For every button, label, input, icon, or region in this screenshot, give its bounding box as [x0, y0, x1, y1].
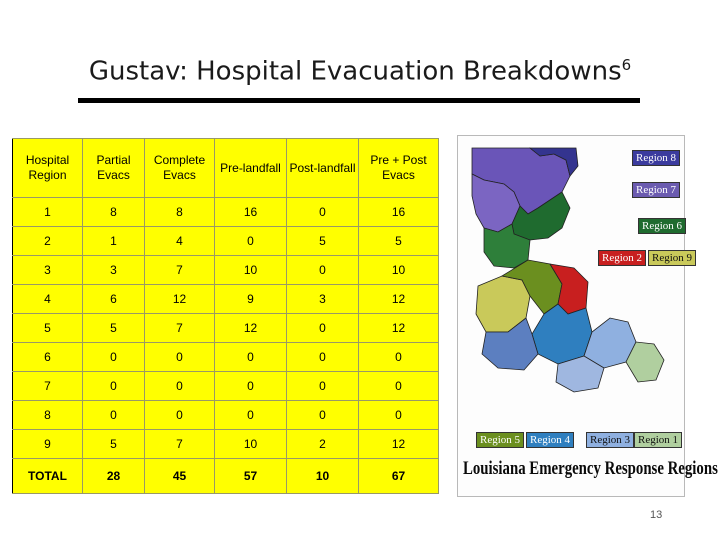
slide-title-text: Gustav: Hospital Evacuation Breakdowns [88, 56, 622, 87]
map-region-label: Region 3 [586, 432, 634, 448]
table-cell: 8 [145, 198, 215, 227]
table-cell: 0 [359, 372, 439, 401]
table-cell: 0 [215, 343, 287, 372]
map-region-label: Region 9 [648, 250, 696, 266]
map-region-label: Region 4 [526, 432, 574, 448]
table-cell: 12 [359, 314, 439, 343]
table-cell: 2 [13, 227, 83, 256]
table-row [13, 372, 439, 401]
table-cell: 3 [287, 285, 359, 314]
map-region-label: Region 1 [634, 432, 682, 448]
table-row [13, 198, 439, 227]
table-cell: 12 [359, 430, 439, 459]
table-cell: 0 [145, 343, 215, 372]
louisiana-region-map [457, 135, 718, 497]
table-cell: 12 [359, 285, 439, 314]
table-cell: 1 [13, 198, 83, 227]
table-cell: 3 [13, 256, 83, 285]
table-cell: 0 [215, 372, 287, 401]
total-cell: 57 [215, 459, 287, 494]
total-cell: 67 [359, 459, 439, 494]
table-cell: 16 [359, 198, 439, 227]
table-row [13, 401, 439, 430]
evacuation-table [12, 138, 439, 494]
table-cell: 5 [359, 227, 439, 256]
table-body [13, 198, 439, 494]
table-cell: 5 [13, 314, 83, 343]
total-cell: TOTAL [13, 459, 83, 494]
page-number: 13 [650, 509, 663, 521]
table-cell: 0 [83, 401, 145, 430]
table-cell: 0 [145, 372, 215, 401]
map-region-label: Region 2 [598, 250, 646, 266]
table-cell: 4 [145, 227, 215, 256]
map-caption: Louisiana Emergency Response Regions [463, 458, 718, 479]
table-header-row [13, 139, 439, 198]
table-cell: 0 [287, 343, 359, 372]
col-header-partial: Partial Evacs [83, 139, 145, 198]
table-cell: 9 [13, 430, 83, 459]
table-cell: 0 [287, 401, 359, 430]
table-cell: 5 [83, 314, 145, 343]
table-cell: 9 [215, 285, 287, 314]
table-row [13, 285, 439, 314]
table-cell: 0 [215, 401, 287, 430]
table-cell: 16 [215, 198, 287, 227]
table-cell: 4 [13, 285, 83, 314]
table-cell: 10 [215, 430, 287, 459]
table-cell: 7 [13, 372, 83, 401]
table-cell: 0 [287, 372, 359, 401]
col-header-region: Hospital Region [13, 139, 83, 198]
col-header-postlandfall: Post-landfall [287, 139, 359, 198]
col-header-complete: Complete Evacs [145, 139, 215, 198]
table-cell: 0 [287, 198, 359, 227]
table-row [13, 256, 439, 285]
table-cell: 8 [83, 198, 145, 227]
table-cell: 2 [287, 430, 359, 459]
table-cell: 3 [83, 256, 145, 285]
table-cell: 0 [83, 372, 145, 401]
total-cell: 10 [287, 459, 359, 494]
table-cell: 12 [145, 285, 215, 314]
table-cell: 0 [359, 343, 439, 372]
total-cell: 28 [83, 459, 145, 494]
map-region-label: Region 5 [476, 432, 524, 448]
table-cell: 0 [287, 256, 359, 285]
table-row [13, 314, 439, 343]
table-total-row [13, 459, 439, 494]
table-cell: 0 [215, 227, 287, 256]
table-cell: 0 [145, 401, 215, 430]
map-region-label: Region 7 [632, 182, 680, 198]
map-region-label: Region 8 [632, 150, 680, 166]
table-row [13, 430, 439, 459]
col-header-pre-post: Pre + Post Evacs [359, 139, 439, 198]
slide-title [0, 56, 720, 87]
table-cell: 10 [359, 256, 439, 285]
table-cell: 5 [83, 430, 145, 459]
table-cell: 7 [145, 314, 215, 343]
table-cell: 7 [145, 256, 215, 285]
table-row [13, 227, 439, 256]
table-cell: 5 [287, 227, 359, 256]
table-cell: 10 [215, 256, 287, 285]
total-cell: 45 [145, 459, 215, 494]
title-footnote-marker: 6 [621, 56, 632, 74]
table-cell: 0 [83, 343, 145, 372]
table-cell: 7 [145, 430, 215, 459]
map-region-label: Region 6 [638, 218, 686, 234]
table-cell: 0 [359, 401, 439, 430]
table-cell: 8 [13, 401, 83, 430]
table-cell: 0 [287, 314, 359, 343]
title-underline [78, 98, 640, 103]
table-cell: 12 [215, 314, 287, 343]
table-cell: 1 [83, 227, 145, 256]
table-cell: 6 [13, 343, 83, 372]
table-cell: 6 [83, 285, 145, 314]
col-header-prelandfall: Pre-landfall [215, 139, 287, 198]
table-row [13, 343, 439, 372]
